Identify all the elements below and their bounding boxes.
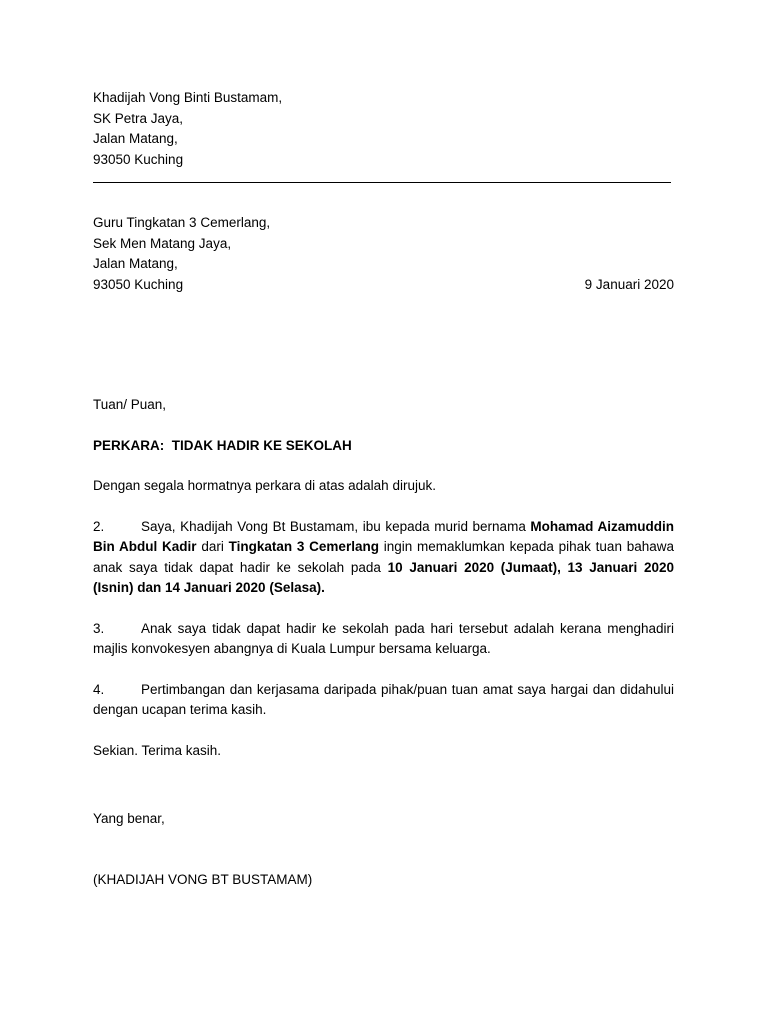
closing: Sekian. Terima kasih. xyxy=(93,742,222,758)
recipient-school: Sek Men Matang Jaya, xyxy=(93,235,232,251)
signature-name: (KHADIJAH VONG BT BUSTAMAM) xyxy=(93,871,313,887)
paragraph-number: 4. xyxy=(93,681,105,697)
paragraph-text: ingin memaklumkan kepada pihak tuan bahawa anak saya tidak dapat hadir ke sekolah pada xyxy=(93,539,675,575)
recipient-address xyxy=(93,213,674,295)
paragraph-text: Pertimbangan dan kerjasama daripada pihak/puan tuan amat saya hargai dan didahului dengan ucapan terima kasih. xyxy=(93,681,674,717)
letter xyxy=(93,88,674,890)
paragraph-3 xyxy=(93,619,674,660)
paragraph-number: 2. xyxy=(93,518,105,534)
recipient-city-row xyxy=(93,275,674,296)
recipient-title: Guru Tingkatan 3 Cemerlang, xyxy=(93,215,271,230)
sender-city: 93050 Kuching xyxy=(93,151,184,167)
student-name: Mohamad Aizamuddin Bin Abdul Kadir xyxy=(93,518,674,554)
class-name: Tingkatan 3 Cemerlang xyxy=(228,539,379,554)
paragraph-text: dari xyxy=(196,539,229,554)
divider xyxy=(93,182,671,183)
paragraph-2 xyxy=(93,517,674,599)
paragraph-number: 3. xyxy=(93,620,105,636)
paragraph-4 xyxy=(93,680,674,721)
sender-street: Jalan Matang, xyxy=(93,131,178,146)
subject: PERKARA: TIDAK HADIR KE SEKOLAH xyxy=(93,437,352,453)
recipient-street: Jalan Matang, xyxy=(93,256,178,271)
paragraph-text: Saya, Khadijah Vong Bt Bustamam, ibu kepada murid bernama xyxy=(141,518,531,534)
letter-date: 9 Januari 2020 xyxy=(584,276,674,292)
signoff: Yang benar, xyxy=(93,811,165,826)
sender-address xyxy=(93,88,674,170)
opening-sentence: Dengan segala hormatnya perkara di atas adalah dirujuk. xyxy=(93,478,436,493)
absence-dates: 10 Januari 2020 (Jumaat), 13 Januari 2020 (Isnin) dan 14 Januari 2020 (Selasa). xyxy=(93,559,675,595)
sender-name: Khadijah Vong Binti Bustamam, xyxy=(93,90,283,105)
recipient-city: 93050 Kuching xyxy=(93,276,184,292)
paragraph-text: Anak saya tidak dapat hadir ke sekolah pada hari tersebut adalah kerana menghadiri majlis konvokesyen abangnya di Kuala Lumpur bersama keluarga. xyxy=(93,620,674,656)
sender-school: SK Petra Jaya, xyxy=(93,110,184,126)
salutation: Tuan/ Puan, xyxy=(93,397,167,412)
